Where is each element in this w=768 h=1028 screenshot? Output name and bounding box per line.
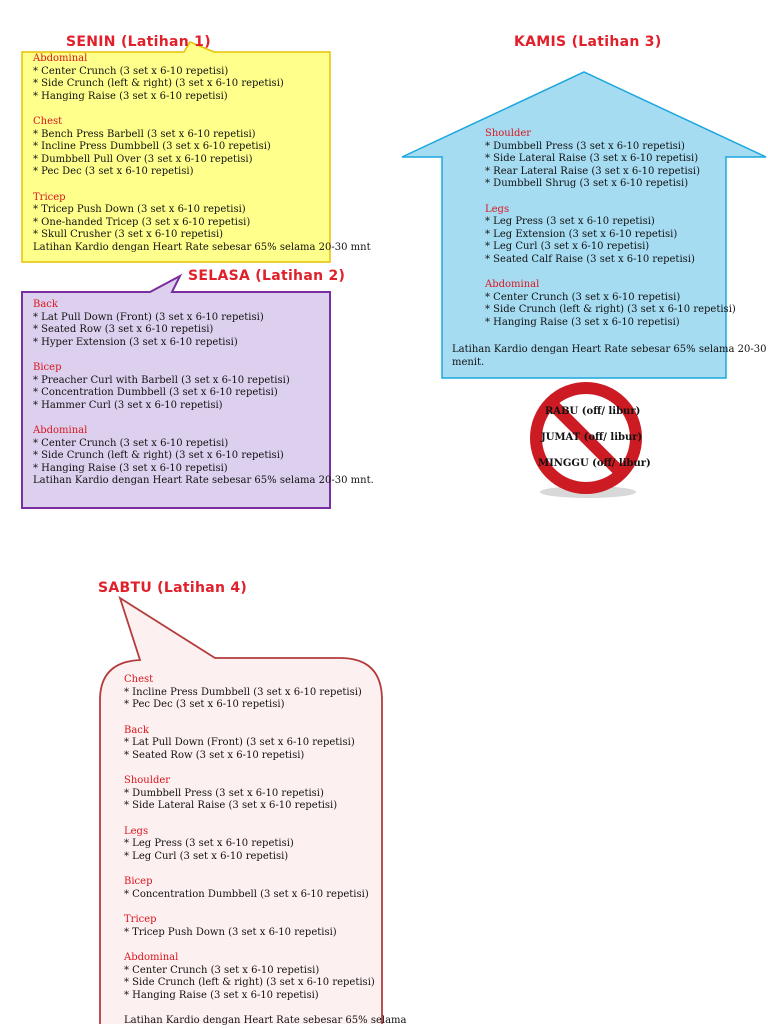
cardio-note-line2: menit.: [452, 356, 485, 368]
section-heading: Back: [124, 724, 149, 736]
exercise-item: * Side Crunch (left & right) (3 set x 6-10 repetisi): [485, 304, 736, 315]
exercise-item: * Skull Crusher (3 set x 6-10 repetisi): [33, 229, 224, 240]
section-heading: Abdominal: [124, 952, 179, 963]
off-day-minggu: MINGGU (off/ libur): [538, 458, 651, 469]
sabtu-content: [124, 674, 407, 1028]
sabtu-section-shoulder: [124, 775, 407, 813]
off-day-rabu: RABU (off/ libur): [545, 406, 641, 417]
exercise-item: * Side Crunch (left & right) (3 set x 6-10 repetisi): [33, 450, 284, 461]
senin-section-abdominal: [33, 53, 371, 103]
sabtu-section-abdominal: [124, 952, 407, 1002]
exercise-item: * Pec Dec (3 set x 6-10 repetisi): [33, 166, 194, 177]
exercise-item: * Hammer Curl (3 set x 6-10 repetisi): [33, 399, 223, 411]
section-heading: Shoulder: [485, 128, 532, 139]
selasa-title: SELASA (Latihan 2): [188, 268, 346, 284]
exercise-item: * Center Crunch (3 set x 6-10 repetisi): [33, 437, 229, 449]
exercise-item: * Concentration Dumbbell (3 set x 6-10 repetisi): [124, 888, 369, 900]
section-heading: Bicep: [33, 362, 62, 373]
exercise-item: * Incline Press Dumbbell (3 set x 6-10 repetisi): [33, 141, 271, 152]
exercise-item: * Dumbbell Press (3 set x 6-10 repetisi): [485, 140, 685, 152]
section-heading: Abdominal: [33, 425, 88, 436]
kamis-title: KAMIS (Latihan 3): [514, 34, 662, 50]
exercise-item: * Center Crunch (3 set x 6-10 repetisi): [33, 65, 229, 77]
sabtu-section-bicep: [124, 876, 407, 901]
exercise-item: * Lat Pull Down (Front) (3 set x 6-10 repetisi): [124, 737, 355, 748]
exercise-item: * Lat Pull Down (Front) (3 set x 6-10 repetisi): [33, 311, 264, 323]
exercise-item: * Dumbbell Shrug (3 set x 6-10 repetisi): [485, 178, 689, 189]
exercise-item: * Dumbbell Press (3 set x 6-10 repetisi): [124, 787, 324, 799]
exercise-item: * Hanging Raise (3 set x 6-10 repetisi): [124, 989, 319, 1001]
selasa-section-bicep: [33, 362, 374, 412]
exercise-item: * Seated Calf Raise (3 set x 6-10 repetisi): [485, 253, 695, 265]
section-heading: Chest: [124, 674, 154, 685]
exercise-item: * Bench Press Barbell (3 set x 6-10 repetisi): [33, 128, 256, 140]
exercise-item: * Dumbbell Pull Over (3 set x 6-10 repetisi): [33, 153, 253, 165]
exercise-item: * Leg Extension (3 set x 6-10 repetisi): [485, 228, 678, 240]
senin-content: [33, 53, 371, 254]
section-heading: Abdominal: [33, 53, 88, 64]
senin-section-chest: [33, 116, 371, 179]
exercise-item: * Rear Lateral Raise (3 set x 6-10 repetisi): [485, 165, 700, 177]
exercise-item: * Preacher Curl with Barbell (3 set x 6-10 repetisi): [33, 374, 290, 386]
cardio-note: Latihan Kardio dengan Heart Rate sebesar 65% selama 20-30 mnt: [33, 241, 371, 253]
off-day-jumat: JUMAT (off/ libur): [541, 432, 643, 443]
exercise-item: * Hanging Raise (3 set x 6-10 repetisi): [33, 462, 228, 474]
senin-title: SENIN (Latihan 1): [66, 34, 211, 50]
exercise-item: * Side Lateral Raise (3 set x 6-10 repetisi): [124, 800, 338, 811]
exercise-item: * Hanging Raise (3 set x 6-10 repetisi): [485, 316, 680, 328]
sabtu-section-chest: [124, 674, 407, 712]
section-heading: Abdominal: [485, 279, 540, 290]
exercise-item: * Concentration Dumbbell (3 set x 6-10 repetisi): [33, 387, 278, 398]
section-heading: Chest: [33, 116, 63, 127]
exercise-item: * Hanging Raise (3 set x 6-10 repetisi): [33, 90, 228, 102]
exercise-item: * Side Crunch (left & right) (3 set x 6-10 repetisi): [33, 78, 284, 89]
exercise-item: * Side Crunch (left & right) (3 set x 6-10 repetisi): [124, 977, 375, 988]
sabtu-section-back: [124, 725, 407, 763]
exercise-item: * Seated Row (3 set x 6-10 repetisi): [124, 749, 305, 761]
kamis-section-abdominal: [485, 279, 736, 329]
section-heading: Tricep: [124, 914, 157, 925]
cardio-note-line1: Latihan Kardio dengan Heart Rate sebesar 65% selama 20-30: [452, 344, 767, 355]
selasa-section-back: [33, 299, 374, 349]
exercise-item: * Tricep Push Down (3 set x 6-10 repetisi): [33, 204, 246, 215]
exercise-item: * Incline Press Dumbbell (3 set x 6-10 repetisi): [124, 686, 362, 698]
section-heading: Bicep: [124, 876, 153, 887]
exercise-item: * Tricep Push Down (3 set x 6-10 repetisi): [124, 926, 337, 938]
kamis-content: [485, 128, 736, 329]
exercise-item: * Pec Dec (3 set x 6-10 repetisi): [124, 699, 285, 710]
exercise-item: * Side Lateral Raise (3 set x 6-10 repetisi): [485, 153, 699, 164]
exercise-item: * Leg Curl (3 set x 6-10 repetisi): [124, 850, 289, 862]
cardio-note: Latihan Kardio dengan Heart Rate sebesar 65% selama: [124, 1015, 407, 1026]
sabtu-section-tricep: [124, 914, 407, 939]
exercise-item: * One-handed Tricep (3 set x 6-10 repetisi): [33, 216, 251, 228]
exercise-item: * Hyper Extension (3 set x 6-10 repetisi): [33, 336, 238, 348]
kamis-section-legs: [485, 204, 736, 267]
exercise-item: * Seated Row (3 set x 6-10 repetisi): [33, 324, 214, 335]
section-heading: Shoulder: [124, 775, 171, 786]
kamis-section-shoulder: [485, 128, 736, 191]
selasa-section-abdominal: [33, 425, 374, 488]
sabtu-section-legs: [124, 826, 407, 864]
sabtu-title: SABTU (Latihan 4): [98, 580, 248, 596]
exercise-item: * Leg Curl (3 set x 6-10 repetisi): [485, 241, 650, 252]
senin-section-tricep: [33, 192, 371, 255]
exercise-item: * Leg Press (3 set x 6-10 repetisi): [124, 838, 294, 849]
section-heading: Legs: [124, 825, 149, 837]
exercise-item: * Center Crunch (3 set x 6-10 repetisi): [485, 291, 681, 303]
exercise-item: * Center Crunch (3 set x 6-10 repetisi): [124, 964, 320, 976]
cardio-note: Latihan Kardio dengan Heart Rate sebesar 65% selama 20-30 mnt.: [33, 475, 374, 486]
kamis-cardio-note: [452, 344, 767, 369]
section-heading: Tricep: [33, 191, 66, 203]
section-heading: Back: [33, 299, 58, 310]
section-heading: Legs: [485, 203, 510, 215]
exercise-item: * Leg Press (3 set x 6-10 repetisi): [485, 216, 655, 227]
selasa-content: [33, 299, 374, 488]
